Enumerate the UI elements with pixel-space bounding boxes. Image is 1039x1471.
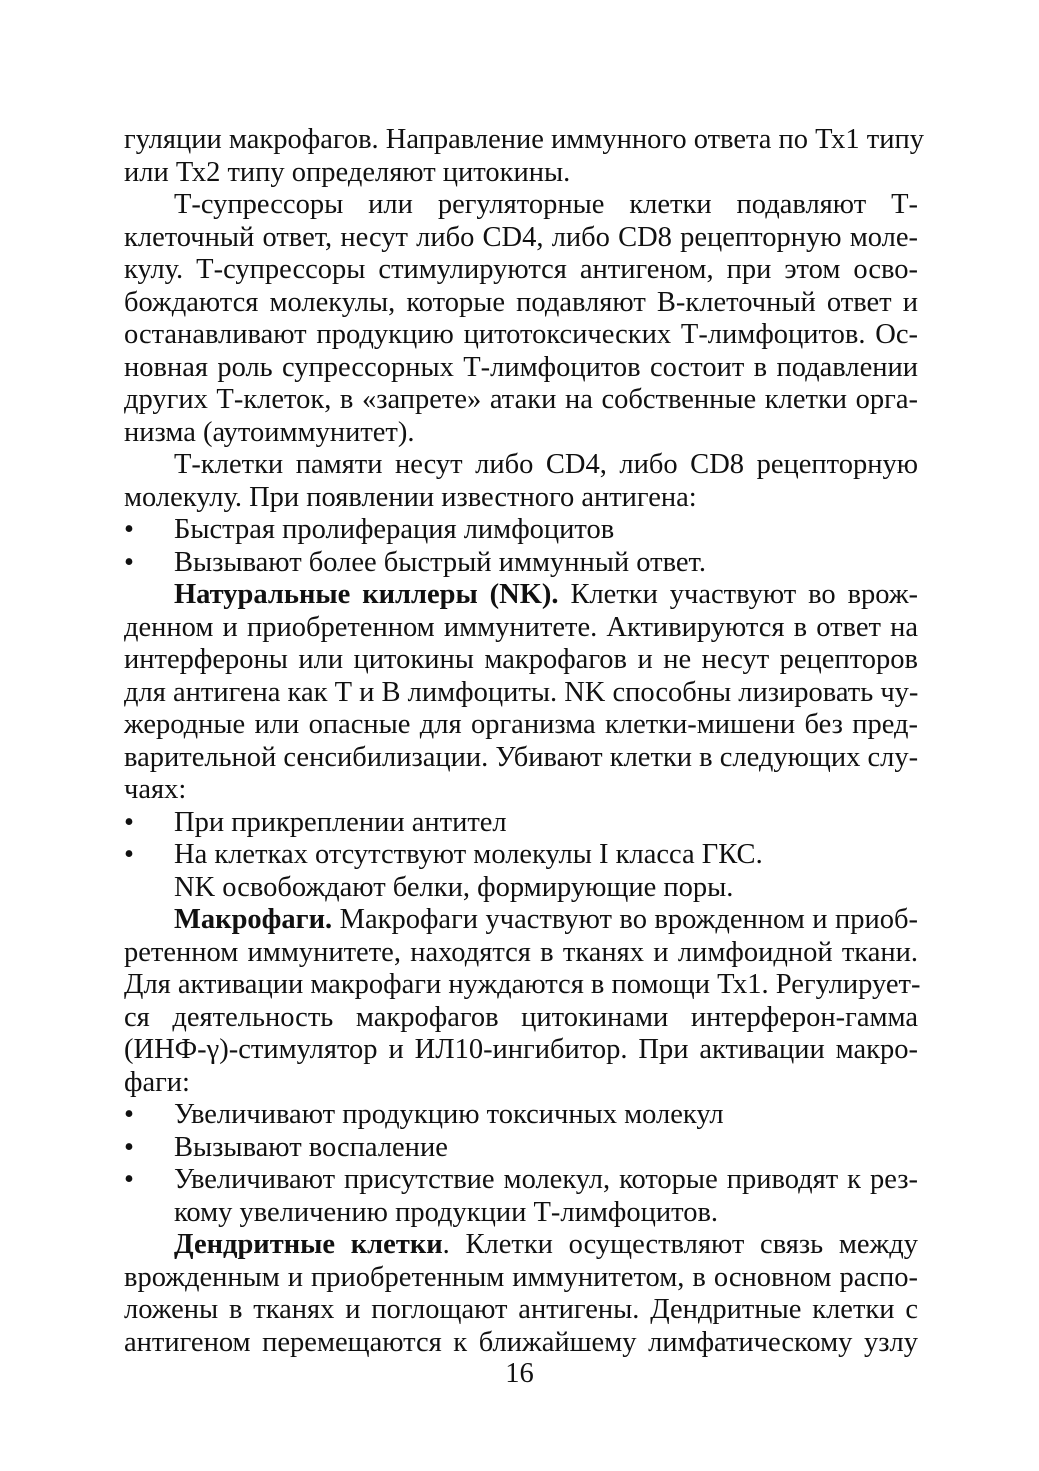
text-line: Для активации макрофаги нуждаются в помощи Тх1. Регулирует- [124, 969, 921, 1000]
text-line: других Т-клеток, в «запрете» атаки на собственные клетки орга- [124, 384, 918, 415]
list-item-text: Вызывают более быстрый иммунный ответ. [174, 546, 706, 578]
text-line: NK освобождают белки, формирующие поры. [174, 871, 734, 903]
text-line [124, 1229, 918, 1262]
text-line: останавливают продукцию цитотоксических Т-лимфоцитов. Ос- [124, 319, 918, 350]
text-line: фаги: [124, 1066, 190, 1098]
bullet-icon: • [124, 514, 134, 545]
list-item-text: Быстрая пролиферация лимфоцитов [174, 514, 615, 545]
text-line: ретенном иммунитете, находятся в тканях и лимфоидной ткани. [124, 936, 918, 968]
bullet-icon: • [124, 546, 134, 578]
text-line: бождаются молекулы, которые подавляют В-клеточный ответ и [124, 286, 918, 318]
text-line: ся деятельность макрофагов цитокинами интерферон-гамма [124, 1001, 918, 1033]
list-item [124, 839, 918, 872]
list-item-text: На клетках отсутствуют молекулы I класса ГКС. [174, 839, 763, 870]
text-line: молекулу. При появлении известного антигена: [124, 481, 697, 513]
text-line: новная роль супрессорных Т-лимфоцитов состоит в подавлении [124, 351, 918, 383]
text-line: денном и приобретенном иммунитете. Активируются в ответ на [124, 611, 918, 643]
text-line [124, 579, 918, 612]
text-line: врожденным и приобретенным иммунитетом, в основном распо- [124, 1261, 918, 1293]
bullet-icon: • [124, 1099, 134, 1130]
list-item [124, 1132, 918, 1165]
text-line: низма (аутоиммунитет). [124, 416, 415, 448]
text-line: чаях: [124, 774, 187, 805]
section-heading-dendritic: Дендритные клетки [174, 1229, 443, 1260]
list-item-text: Вызывают воспаление [174, 1131, 448, 1163]
section-heading-macrophages: Макрофаги. [174, 904, 333, 935]
text-run: . Клетки осуществляют связь между [442, 1229, 918, 1260]
list-item-text: Увеличивают продукцию токсичных молекул [174, 1099, 724, 1130]
text-line: для антигена как Т и В лимфоциты. NK способны лизировать чу- [124, 676, 919, 708]
bullet-icon: • [124, 839, 134, 870]
list-item [124, 547, 918, 580]
text-line: ложены в тканях и поглощают антигены. Дендритные клетки с [124, 1294, 918, 1325]
list-item [124, 1099, 918, 1132]
text-line: варительной сенсибилизации. Убивают клетки в следующих слу- [124, 741, 919, 773]
list-item-continuation: кому увеличению продукции Т-лимфоцитов. [174, 1196, 719, 1228]
page-number: 16 [505, 1358, 534, 1389]
text-line [124, 904, 918, 937]
text-line: Т-клетки памяти несут либо CD4, либо CD8 рецепторную [174, 449, 918, 480]
list-item [124, 1164, 918, 1197]
list-item [124, 807, 918, 840]
list-item [124, 514, 918, 547]
list-item-text: Увеличивают присутствие молекул, которые приводят к рез- [174, 1164, 918, 1195]
bullet-icon: • [124, 806, 134, 838]
text-run: Макрофаги участвуют во врожденном и приоб- [332, 904, 918, 935]
text-line: гуляции макрофагов. Направление иммунного ответа по Тх1 типу [124, 124, 925, 155]
list-item-text: При прикреплении антител [174, 806, 507, 838]
text-line: клеточный ответ, несут либо CD4, либо CD8 рецепторную моле- [124, 221, 918, 253]
bullet-icon: • [124, 1164, 134, 1195]
text-line: антигеном перемещаются к ближайшему лимфатическому узлу [124, 1326, 918, 1358]
text-line: или Тх2 типу определяют цитокины. [124, 156, 571, 188]
body-text [124, 124, 925, 1359]
bullet-icon: • [124, 1131, 134, 1163]
text-line: жеродные или опасные для организма клетки-мишени без пред- [124, 709, 918, 740]
text-line: (ИНФ-γ)-стимулятор и ИЛ10-ингибитор. При активации макро- [124, 1034, 918, 1065]
text-line: Т-супрессоры или регуляторные клетки подавляют Т- [174, 189, 918, 220]
section-heading-nk: Натуральные киллеры (NK). [174, 579, 559, 610]
text-line: интерфероны или цитокины макрофагов и не несут рецепторов [124, 644, 918, 675]
text-line: кулу. Т-супрессоры стимулируются антигеном, при этом осво- [124, 254, 918, 285]
text-run: Клетки участвуют во врож- [558, 579, 918, 610]
